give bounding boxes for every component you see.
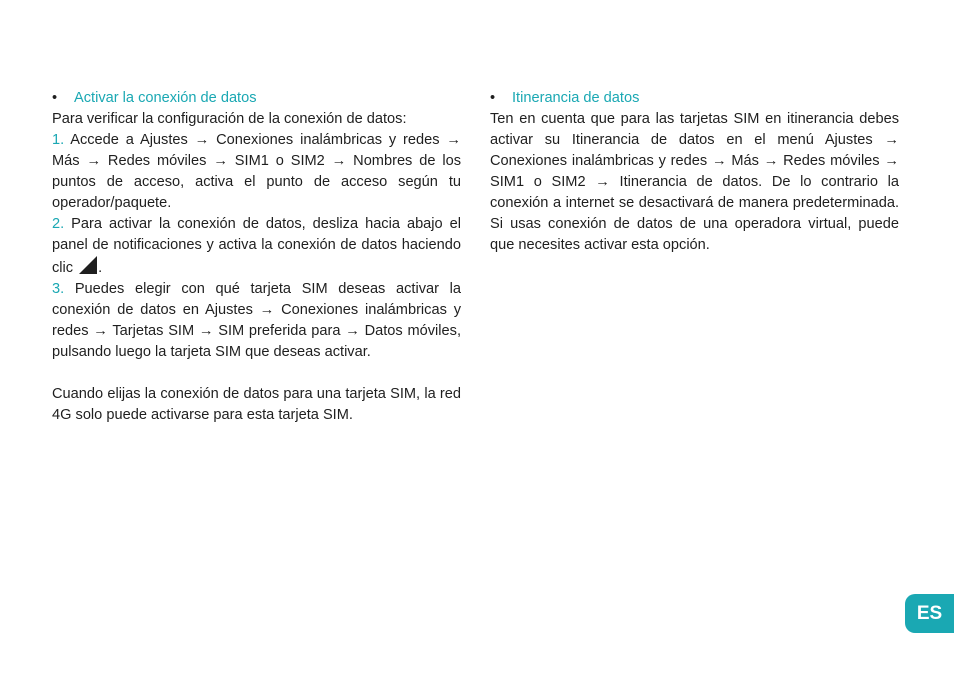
language-badge: ES — [905, 594, 954, 633]
step-1-text: Accede a Ajustes → Conexiones inalámbricas y redes → Más → Redes móviles → SIM1 o SIM2 → Nombres de los puntos de acceso, activa el punto de acceso según tu operador/paquete. — [52, 132, 461, 211]
note-text: Cuando elijas la conexión de datos para una tarjeta SIM, la red 4G solo puede activarse para esta tarjeta SIM. — [52, 386, 461, 423]
spacer — [52, 363, 461, 384]
section-heading-roaming — [490, 88, 899, 109]
step-3-number: 3. — [52, 281, 65, 297]
intro-text: Para verificar la configuración de la conexión de datos: — [52, 111, 407, 127]
signal-icon — [79, 256, 97, 274]
roaming-text-before: Ten en cuenta que para las tarjetas SIM en itinerancia debes activar su — [490, 111, 899, 148]
step-2-tail: . — [98, 260, 103, 276]
roaming-emphasis: Itinerancia de datos — [571, 132, 715, 148]
step-3 — [52, 279, 461, 363]
right-column — [490, 88, 899, 256]
bullet-icon: • — [52, 90, 58, 106]
step-1 — [52, 130, 461, 214]
step-2-number: 2. — [52, 216, 65, 232]
section-heading-data-connection — [52, 88, 461, 109]
roaming-text-after: en el menú Ajustes → Conexiones inalámbricas y redes → Más → Redes móviles → SIM1 o SIM2 → Itinerancia de datos. De lo contrario la conexión a internet se desactivará de manera predeterminada. Si usas conexión de datos de una operadora virtual, puede que necesites activar esta opción. — [490, 132, 900, 253]
roaming-paragraph — [490, 109, 899, 256]
step-1-number: 1. — [52, 132, 65, 148]
step-3-text: Puedes elegir con qué tarjeta SIM deseas activar la conexión de datos en Ajustes → Conexiones inalámbricas y redes → Tarjetas SIM → SIM preferida para → Datos móviles, pulsando luego la tarjeta SIM que deseas activar. — [52, 281, 461, 360]
heading-data-connection: Activar la conexión de datos — [74, 90, 257, 106]
heading-roaming: Itinerancia de datos — [512, 90, 640, 106]
step-2 — [52, 214, 461, 279]
left-column — [52, 88, 461, 426]
bullet-icon: • — [490, 90, 496, 106]
step-2-text: Para activar la conexión de datos, desliza hacia abajo el panel de notificaciones y activa la conexión de datos haciendo clic — [52, 216, 462, 276]
